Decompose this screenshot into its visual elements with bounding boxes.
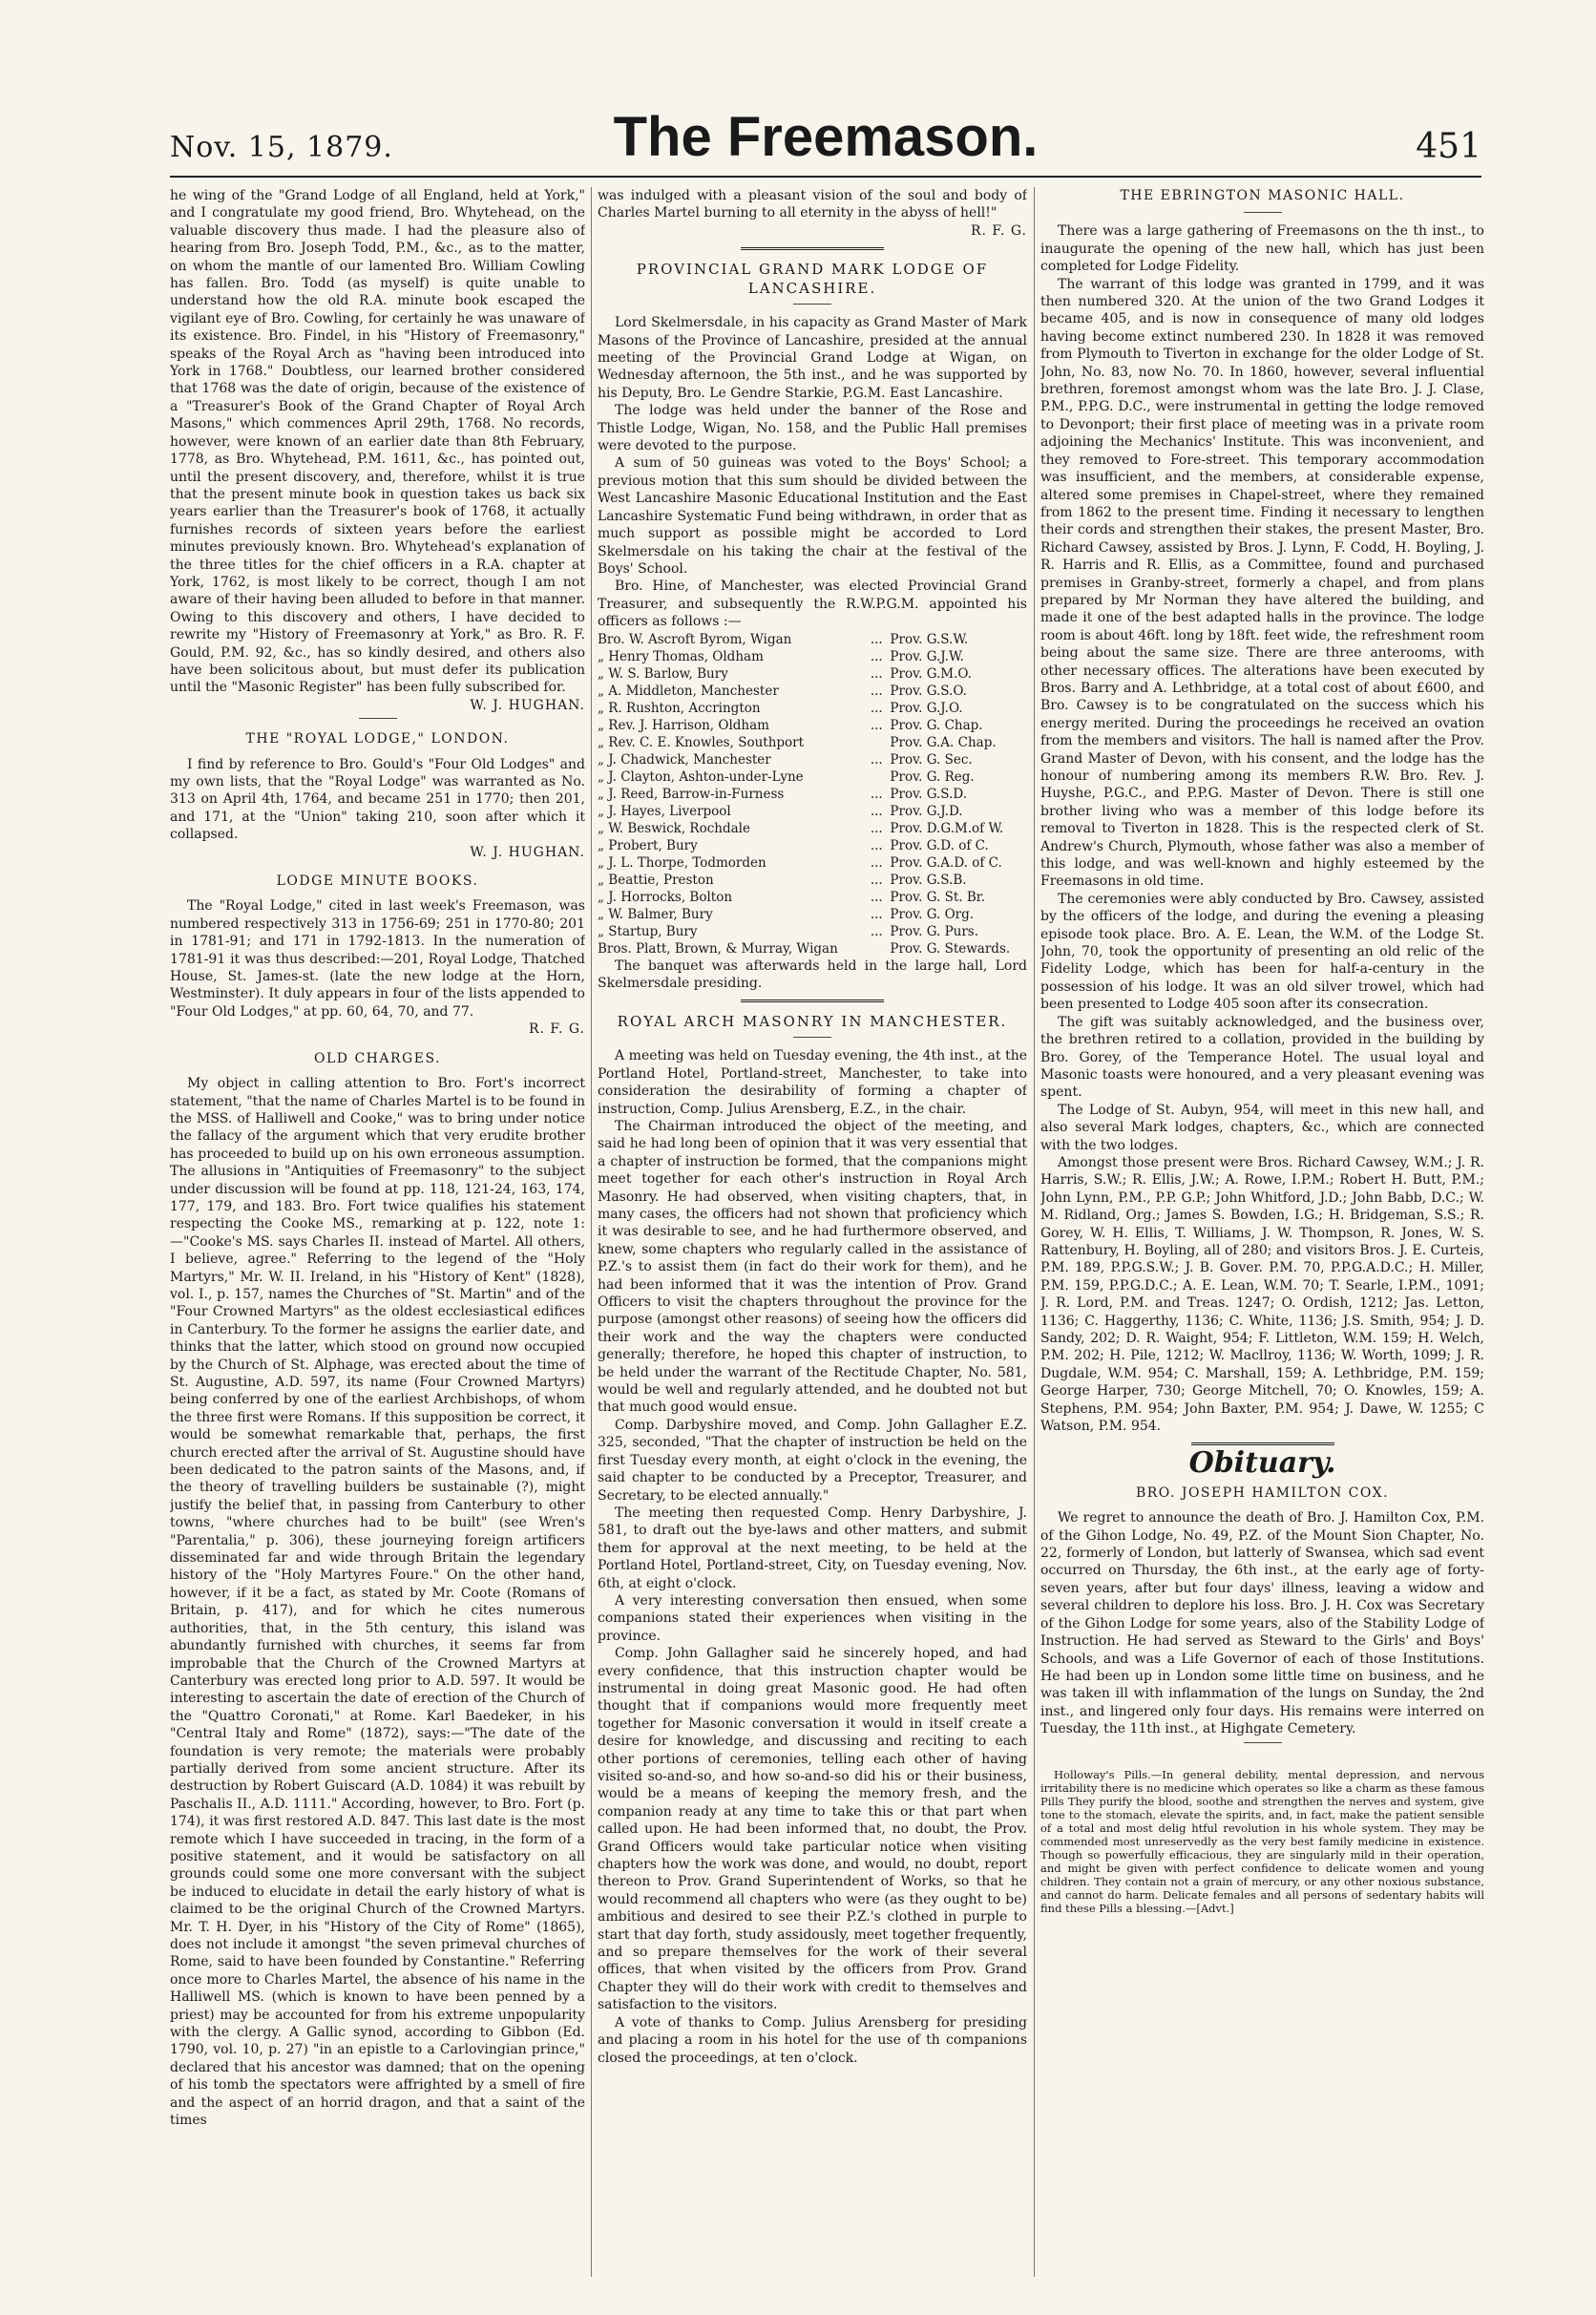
officer-dots: ... bbox=[870, 803, 883, 819]
officer-name: „ J. Horrocks, Bolton bbox=[598, 889, 733, 905]
article-paragraph: Comp. Darbyshire moved, and Comp. John Gallagher E.Z. 325, seconded, "That the chapter of instruction be held on the first Tuesday every month, at eight o'clock in the evening, the said chapter to be conducted by a Preceptor, Treasurer, and Secretary, to be elected annually." bbox=[598, 1417, 1027, 1504]
article-paragraph: The lodge was held under the banner of the Rose and Thistle Lodge, Wigan, No. 158, and the Public Hall premises were devoted to the purpose. bbox=[598, 403, 1027, 454]
article-paragraph: The "Royal Lodge," cited in last week's Freemason, was numbered respectively 313 in 1756-69; 251 in 1770-80; 201 in 1781-91; and 171 in 1792-1813. In the numeration of 1781-91 it was thus described:—201, Royal Lodge, Thatched House, St. James-st. (late the new lodge at the Horn, Westminster). It duly appears in four of the lists appended to "Four Old Lodges," at pp. 60, 64, 70, and 77. bbox=[170, 898, 585, 1020]
officer-dots: ... bbox=[870, 631, 883, 647]
officer-dots: ... bbox=[870, 683, 883, 699]
separator-rule bbox=[359, 718, 397, 719]
signature: R. F. G. bbox=[970, 222, 1027, 239]
officer-row bbox=[598, 648, 1027, 665]
officer-name: „ J. Chadwick, Manchester bbox=[598, 751, 771, 768]
article-heading: BRO. JOSEPH HAMILTON COX. bbox=[1135, 1484, 1390, 1501]
column-divider bbox=[1034, 187, 1035, 2277]
article-heading: THE EBRINGTON MASONIC HALL. bbox=[1120, 188, 1405, 203]
officer-office: Prov. G. Org. bbox=[890, 906, 975, 922]
officer-name: „ Probert, Bury bbox=[598, 837, 698, 853]
officer-row bbox=[598, 631, 1027, 648]
article-paragraph: A very interesting conversation then ensued, when some companions stated their experiences when visiting in the province. bbox=[598, 1592, 1027, 1644]
officer-office: Prov. G.S.D. bbox=[890, 786, 967, 802]
officer-dots: ... bbox=[870, 751, 883, 768]
officer-name: „ A. Middleton, Manchester bbox=[598, 683, 779, 699]
article-paragraph: The banquet was afterwards held in the large hall, Lord Skelmersdale presiding. bbox=[598, 958, 1027, 991]
officer-dots bbox=[871, 734, 885, 751]
officer-row bbox=[598, 683, 1027, 700]
officer-dots: ... bbox=[870, 889, 883, 905]
officer-name: „ J. Reed, Barrow-in-Furness bbox=[598, 786, 785, 802]
masthead bbox=[170, 107, 1481, 174]
officer-office: Prov. G. Reg. bbox=[890, 768, 975, 785]
article-paragraph: Comp. John Gallagher said he sincerely hoped, and had every confidence, that this instruction chapter would be instrumental in doing great Masonic good. He had often thought that if companions would more frequently meet together for Masonic conversation it would in itself create a desire for knowledge, and discussing and reciting to each other portions of ceremonies, telling each other of having visited so-and-so, and how so-and-so did his or their business, would be a means of keeping the memory fresh, and the companion ready at any time to take this or that part when called upon. He had been informed that, no doubt, the Prov. Grand Officers would take particular notice when visiting chapters how the work was done, and would, no doubt, report thereon to Prov. Grand Superintendent of Works, so that he would recommend all chapters who were (as they ought to be) ambitious and desired to see their P.Z.'s clothed in purple to start that day forth, study assidously, meet together frequently, and so prepare themselves for the work of their several offices, that when visited by the officers from Prov. Grand Chapter they will do their work with credit to themselves and satisfaction to the visitors. bbox=[598, 1646, 1027, 2013]
officer-dots: ... bbox=[870, 700, 883, 716]
article-paragraph: The ceremonies were ably conducted by Bro. Cawsey, assisted by the officers of the lodge, and during the evening a pleasing episode took place. Bro. A. E. Lean, the W.M. of the Lodge St. John, 70, took the opportunity of presenting an old relic of the Fidelity Lodge, which has been for half-a-century in the possession of his lodge. It was an old silver trowel, which had been presented to Lodge 405 soon after its consecration. bbox=[1040, 891, 1484, 1013]
officer-row bbox=[598, 923, 1027, 940]
page-number: 451 bbox=[1416, 127, 1481, 166]
officer-row bbox=[598, 889, 1027, 906]
column-3 bbox=[1040, 187, 1484, 2277]
article-paragraph: Bro. Hine, of Manchester, was elected Provincial Grand Treasurer, and subsequently the R.W.P.G.M. appointed his officers as follows :— bbox=[598, 579, 1027, 630]
officer-office: Prov. G. St. Br. bbox=[890, 889, 986, 905]
column-1 bbox=[170, 187, 585, 2277]
officer-name: „ Beattie, Preston bbox=[598, 872, 714, 888]
officer-row bbox=[598, 837, 1027, 854]
officer-row bbox=[598, 734, 1027, 751]
article-paragraph: A vote of thanks to Comp. Julius Arensberg for presiding and placing a room in his hotel for the use of th companions closed the proceedings, at ten o'clock. bbox=[598, 2014, 1027, 2066]
officer-name: Bro. W. Ascroft Byrom, Wigan bbox=[598, 631, 792, 647]
officer-name: „ W. S. Barlow, Bury bbox=[598, 665, 728, 682]
article-paragraph: The gift was suitably acknowledged, and the business over, the brethren retired to a collation, provided in the building by Bro. Gorey, of the Temperance Hotel. The usual loyal and Masonic toasts were honoured, and a very pleasant evening was spent. bbox=[1040, 1014, 1484, 1101]
article-paragraph: The Lodge of St. Aubyn, 954, will meet in this new hall, and also several Mark lodges, chapters, &c., which are connected with the two lodges. bbox=[1040, 1102, 1484, 1153]
separator-rule bbox=[1244, 1742, 1282, 1743]
article-paragraph: My object in calling attention to Bro. Fort's incorrect statement, "that the name of Charles Martel is to be found in the MSS. of Halliwell and Cooke," was to bring under notice the fallacy of the argument which that very erudite brother has proceeded to build up on his own erroneous assumption. The allusions in "Antiquities of Freemasonry" to the subject under discussion will be found at pp. 118, 121-24, 163, 174, 177, 179, and 183. Bro. Fort twice qualifies his statement respecting the Cooke MS., remarking at p. 122, note 1:—"Cooke's MS. says Charles II. instead of Martel. All others, I believe, agree." Referring to the legend of the "Holy Martyrs," Mr. W. II. Ireland, in his "History of Kent" (1828), vol. I., p. 157, names the Churches of "St. Martin" and of the "Four Crowned Martyrs" as the oldest ecclesiastical edifices in Canterbury. To the former he assigns the earlier date, and thinks that the latter, which stood on ground now occupied by the Church of St. Alphage, was erected about the time of St. Augustine, A.D. 597, its name (Four Crowned Martyrs) being conferred by one of the earliest Archbishops, of whom the three first were Romans. If this supposition be correct, it would be somewhat remarkable that, perhaps, the first church erected after the arrival of St. Augustine should have been dedicated to the patron saints of the Masons, and, if the theory of travelling builders be sustainable (?), might justify the belief that, in passing from Canterbury to other towns, "where churches had to be built" (see Wren's "Parentalia," p. 306), these journeying foreign artificers disseminated far and wide through Britain the legendary history of the "Holy Martyres Foure." On the other hand, however, if it be a fact, as stated by Mr. Coote (Romans of Britain, p. 417), and for which he cites numerous authorities, that, in the 5th century, this island was abundantly furnished with churches, it seems far from improbable that the Church of the Crowned Martyrs at Canterbury was erected long prior to A.D. 597. It would be interesting to ascertain the date of erection of the Church of the "Quattro Coronati," at Rome. Karl Baedeker, in his "Central Italy and Rome" (1872), says:—"The date of the foundation is very remote; the materials were probably partially derived from some ancient structure. After its destruction by Robert Guiscard (A.D. 1084) it was rebuilt by Paschalis II., A.D. 1111." According, however, to Bro. Fort (p. 174), it was first restored A.D. 847. This last date is the most remote which I have succeeded in tracing, in the form of a positive statement, and it would be satisfactory on all grounds could some one more conversant with the subject be induced to elucidate in detail the early history of what is claimed to be the original Church of the Crowned Martyrs. Mr. T. H. Dyer, in his "History of the City of Rome" (1865), does not include it amongst "the seven primeval churches of Rome, said to have been founded by Constantine." Referring once more to Charles Martel, the absence of his name in the Halliwell MS. (which is known to have been penned by a priest) may be accounted for from his extreme unpopularity with the clergy. A Gallic synod, according to Gibbon (Ed. 1790, vol. 10, p. 27) "in an epistle to a Carlovingian prince," declared that his ancestor was damned; that on the opening of his tomb the spectators were affrighted by a smell of fire and the aspect of an horrid dragon, and that a saint of the times bbox=[170, 1076, 585, 2129]
article-heading: PROVINCIAL GRAND MARK LODGE OF LANCASHIRE. bbox=[636, 261, 989, 298]
officer-row bbox=[598, 872, 1027, 889]
separator-rule bbox=[1244, 212, 1282, 213]
section-rule bbox=[1191, 1442, 1334, 1445]
officer-dots: ... bbox=[870, 665, 883, 682]
officer-dots: ... bbox=[870, 648, 883, 664]
article-heading: ROYAL ARCH MASONRY IN MANCHESTER. bbox=[617, 1013, 1008, 1031]
officer-dots: ... bbox=[870, 837, 883, 853]
column-divider bbox=[591, 187, 592, 2277]
officer-dots: ... bbox=[870, 854, 883, 871]
separator-rule bbox=[793, 304, 831, 305]
officer-row bbox=[598, 854, 1027, 872]
article-paragraph: Lord Skelmersdale, in his capacity as Grand Master of Mark Masons of the Province of Lancashire, presided at the annual meeting of the Provincial Grand Lodge at Wigan, on Wednesday afternoon, the 5th inst., and he was supported by his Deputy, Bro. Le Gendre Starkie, P.G.M. East Lancashire. bbox=[598, 315, 1027, 401]
officer-name: „ J. Hayes, Liverpool bbox=[598, 803, 731, 819]
issue-date: Nov. 15, 1879. bbox=[170, 131, 393, 164]
officer-name: „ R. Rushton, Accrington bbox=[598, 700, 761, 716]
officer-office: Prov. G. Stewards. bbox=[890, 940, 1011, 957]
article-heading: OLD CHARGES. bbox=[314, 1050, 441, 1066]
signature: R. F. G. bbox=[528, 1021, 585, 1038]
officer-name: „ J. L. Thorpe, Todmorden bbox=[598, 854, 766, 871]
article-paragraph: was indulged with a pleasant vision of the soul and body of Charles Martel burning to all eternity in the abyss of hell!" bbox=[598, 188, 1027, 221]
officer-office: Prov. G.M.O. bbox=[890, 665, 972, 682]
article-paragraph: The Chairman introduced the object of the meeting, and said he had long been of opinion that it was very essential that a chapter of instruction be formed, that the companions might meet together for each other's instruction in Royal Arch Masonry. He had observed, when visiting chapters, that, in many cases, the officers had not shown that proficiency which it was desirable to see, and he had furthermore observed, and knew, some chapters who regularly called in the assistance of P.Z.'s to assist them (in fact do their work for them), and he had been informed that it was the intention of Prov. Grand Officers to visit the chapters throughout the province for the purpose (amongst other reasons) of seeing how the officers did their work and the way the chapters were conducted generally; therefore, he hoped this chapter of instruction, to be held under the warrant of the Rectitude Chapter, No. 581, would be well and regularly attended, and he doubted not but that much good would ensue. bbox=[598, 1118, 1027, 1416]
column-2 bbox=[598, 187, 1027, 2277]
officer-dots bbox=[871, 768, 885, 786]
officer-dots: ... bbox=[870, 923, 883, 939]
officer-office: Prov. G.A.D. of C. bbox=[890, 854, 1002, 871]
officer-name: Bros. Platt, Brown, & Murray, Wigan bbox=[598, 940, 838, 957]
officer-dots: ... bbox=[870, 717, 883, 733]
officer-dots: ... bbox=[870, 786, 883, 802]
officer-office: Prov. G. Sec. bbox=[890, 751, 973, 768]
officer-dots: ... bbox=[870, 820, 883, 836]
article-paragraph: The warrant of this lodge was granted in 1799, and it was then numbered 320. At the union of the two Grand Lodges it became 405, and is now in consequence of many old lodges having become extinct numbered 230. In 1828 it was removed from Plymouth to Tiverton in exchange for the older Lodge of St. John, No. 83, now No. 70. In 1860, however, several influential brethren, foremost amongst whom was the late Bro. J. J. Clase, P.M., P.P.G. D.C., were instrumental in getting the lodge removed to Devonport; their first place of meeting was in a private room adjoining the Mechanics' Institute. This was inconvenient, and they removed to Fore-street. This temporary accommodation was insufficient, and the members, at considerable expense, altered some premises in Chapel-street, where they remained from 1862 to the present time. Finding it necessary to lengthen their cords and strengthen their stakes, the present Master, Bro. Richard Cawsey, assisted by Bros. J. Lynn, F. Codd, H. Boyling, J. R. Harris and R. Ellis, as a Committee, found and purchased premises in Granby-street, formerly a chapel, and from plans prepared by Mr Norman they have altered the building, and made it one of the best adapted halls in the province. The lodge room is about 46ft. long by 18ft. feet wide, the refreshment room being about the same size. There are three anterooms, with other necessary offices. The alterations have been executed by Bros. Barry and A. Lethbridge, at a total cost of about £600, and Bro. Cawsey is to be congratulated on the success which his energy merited. During the proceedings he received an ovation from the members and visitors. The hall is named after the Prov. Grand Master of Devon, with his consent, and the lodge has the honour of numbering among its members R.W. Bro. Rev. J. Huyshe, P.G.C., and P.P.G. Master of Devon. There is still one brother living who was a member of this lodge before its removal to Tiverton in 1828. This is the respected clerk of St. Andrew's Church, Plymouth, whose father was also a member of this lodge, and was well-known and highly esteemed by the Freemasons in old time. bbox=[1040, 276, 1484, 890]
article-paragraph: A meeting was held on Tuesday evening, the 4th inst., at the Portland Hotel, Portland-street, Manchester, to take into consideration the desirability of forming a chapter of instruction, Comp. Julius Arensberg, E.Z., in the chair. bbox=[598, 1048, 1027, 1117]
officers-table bbox=[598, 631, 1027, 958]
newspaper-title: The Freemason. bbox=[613, 106, 1039, 168]
officer-row bbox=[598, 768, 1027, 786]
officer-office: Prov. D.G.M.of W. bbox=[890, 820, 1004, 836]
signature: W. J. HUGHAN. bbox=[470, 844, 585, 860]
officer-row bbox=[598, 820, 1027, 837]
officer-row bbox=[598, 665, 1027, 683]
officer-office: Prov. G.S.W. bbox=[890, 631, 969, 647]
article-paragraph: he wing of the "Grand Lodge of all England, held at York," and I congratulate my good friend, Bro. Whytehead, on the valuable discovery thus made. I had the pleasure also of hearing from Bro. Joseph Todd, P.M., &c., as to the matter, on whom the mantle of our lamented Bro. William Cowling has fallen. Bro. Todd (as myself) is quite unable to understand how the old R.A. minute book escaped the vigilant eye of Bro. Cowling, for certainly he was unaware of its existence. Bro. Findel, in his "History of Freemasonry," speaks of the Royal Arch as "having been introduced into York in 1768." Doubtless, our learned brother considered that 1768 was the date of origin, because of the existence of a "Treasurer's Book of the Grand Chapter of Royal Arch Masons," which commences April 29th, 1768. No records, however, were known of an earlier date than 8th February, 1778, as Bro. Whytehead, P.M. 1611, &c., has pointed out, until the present discovery, and, therefore, whilst it is true that the present minute book in question takes us back six years earlier than the Treasurer's book of 1768, it actually furnishes records of sixteen years before the earliest minutes previously known. Bro. Whytehead's explanation of the three titles for the chief officers in a R.A. chapter at York, 1762, is most likely to be correct, though I am not aware of their having been alluded to before in that manner. Owing to this discovery and others, I have decided to rewrite my "History of Freemasonry at York," as Bro. R. F. Gould, P.M. 92, &c., has so kindly desired, and others also have been solicitous about, but must defer its publication until the "Masonic Register" has been fully subscribed for. bbox=[170, 188, 585, 696]
officer-office: Prov. G. Chap. bbox=[890, 717, 983, 733]
officer-office: Prov. G.J.D. bbox=[890, 803, 963, 819]
officer-row bbox=[598, 786, 1027, 803]
article-paragraph: There was a large gathering of Freemasons on the th inst., to inaugurate the opening of the new hall, which has just been completed for Lodge Fidelity. bbox=[1040, 223, 1484, 275]
article-paragraph: A sum of 50 guineas was voted to the Boys' School; a previous motion that this sum should be divided between the West Lancashire Masonic Educational Institution and the East Lancashire Systematic Fund being withdrawn, in order that as much support as possible might be accorded to Lord Skelmersdale on his taking the chair at the festival of the Boys' School. bbox=[598, 455, 1027, 577]
section-rule bbox=[741, 247, 884, 250]
signature: W. J. HUGHAN. bbox=[470, 697, 585, 713]
article-paragraph: Amongst those present were Bros. Richard Cawsey, W.M.; J. R. Harris, S.W.; R. Ellis, J.W.; A. Rowe, I.P.M.; Robert H. Butt, P.M.; John Lynn, P.M., P.P. G.P.; John Whitford, J.D.; John Babb, D.C.; W. M. Ridland, Org.; James S. Bowden, I.G.; H. Bridgeman, S.S.; R. Gorey, W. H. Ellis, T. Williams, J. W. Thompson, R. Jones, W. S. Rattenbury, H. Boyling, all of 280; and visitors Bros. J. E. Curteis, P.M. 189, P.P.G.S.W.; J. B. Gover. P.M. 70, P.P.G.A.D.C.; H. Miller, P.M. 159, P.P.G.D.C.; A. E. Lean, W.M. 70; T. Searle, I.P.M., 1091; J. R. Lord, P.M. and Treas. 1247; O. Ordish, 1212; Jas. Letton, 1136; C. Haggerthy, 1136; C. White, 1136; J.S. Smith, 954; J. D. Sandy, 202; D. R. Waight, 954; F. Littleton, W.M. 159; H. Welch, P.M. 202; H. Pile, 1212; W. Macllroy, 1136; W. Worth, 1099; J. R. Dugdale, W.M. 954; C. Marshall, 159; A. Lethbridge, P.M. 159; George Harper, 730; George Mitchell, 70; O. Knowles, 159; A. Stephens, P.M. 954; John Baxter, P.M. 954; J. Dawe, W. 1255; C Watson, P.M. 954. bbox=[1040, 1154, 1484, 1435]
officer-name: „ Startup, Bury bbox=[598, 923, 698, 939]
masthead-rule bbox=[170, 176, 1481, 178]
officer-row bbox=[598, 803, 1027, 820]
officer-name: „ W. Beswick, Rochdale bbox=[598, 820, 750, 836]
officer-office: Prov. G.A. Chap. bbox=[890, 734, 997, 750]
officer-dots: ... bbox=[870, 872, 883, 888]
article-paragraph: We regret to announce the death of Bro. J. Hamilton Cox, P.M. of the Gihon Lodge, No. 49, P.Z. of the Mount Sion Chapter, No. 22, formerly of London, but latterly of Swansea, which sad event occurred on Thursday, the 6th inst., at the early age of forty-seven years, after but four days' illness, leaving a widow and several children to deplore his loss. Bro. J. H. Cox was Secretary of the Gihon Lodge for some years, also of the Stability Lodge of Instruction. He had served as Steward to the Girls' and Boys' Schools, and was a Life Governor of each of those Institutions. He had been up in London some little time on business, and he was taken ill with inflammation of the lungs on Sunday, the 2nd inst., and lingered only four days. His remains were interred on Tuesday, the 11th inst., at Highgate Cemetery. bbox=[1040, 1510, 1484, 1737]
officer-office: Prov. G.D. of C. bbox=[890, 837, 989, 853]
officer-row bbox=[598, 906, 1027, 923]
officer-name: „ Rev. J. Harrison, Oldham bbox=[598, 717, 769, 733]
article-paragraph: I find by reference to Bro. Gould's "Four Old Lodges" and my own lists, that the "Royal Lodge" was warranted as No. 313 on April 4th, 1764, and became 251 in 1770; then 201, and 171, at the "Union" taking 210, soon after which it collapsed. bbox=[170, 756, 585, 843]
officer-office: Prov. G.S.O. bbox=[890, 683, 967, 699]
officer-office: Prov. G.J.W. bbox=[890, 648, 964, 664]
officer-office: Prov. G.J.O. bbox=[890, 700, 963, 716]
officer-name: „ W. Balmer, Bury bbox=[598, 906, 713, 922]
officer-row bbox=[598, 717, 1027, 734]
obituary-title: Obituary. bbox=[1188, 1446, 1336, 1481]
article-heading: LODGE MINUTE BOOKS. bbox=[276, 873, 479, 890]
officer-name: „ Rev. C. E. Knowles, Southport bbox=[598, 734, 805, 750]
officer-name: „ J. Clayton, Ashton-under-Lyne bbox=[598, 768, 804, 785]
officer-row bbox=[598, 940, 1027, 958]
officer-office: Prov. G.S.B. bbox=[890, 872, 967, 888]
officer-dots: ... bbox=[870, 906, 883, 922]
advertisement: Holloway's Pills.—In general debility, mental depression, and nervous irritability there is no medicine which operates so like a charm as these famous Pills They purify the blood, soothe and strengthen the nerves and system, give tone to the stomach, elevate the spirits, and, in fact, make the patient sensible of a total and most delig htful revolution in his whole system. They may be commended most unreservedly as the very best family medicine in existence. Though so powerfully efficacious, they are singularly mild in their operation, and might be given with perfect confidence to delicate women and young children. They contain not a grain of mercury, or any other noxious substance, and cannot do harm. Delicate females and all persons of sedentary habits will find these Pills a blessing.—[Advt.] bbox=[1040, 1767, 1484, 1915]
officer-dots bbox=[871, 940, 885, 958]
officer-row bbox=[598, 700, 1027, 717]
officer-name: „ Henry Thomas, Oldham bbox=[598, 648, 764, 664]
officer-office: Prov. G. Purs. bbox=[890, 923, 979, 939]
officer-row bbox=[598, 751, 1027, 768]
separator-rule bbox=[793, 1037, 831, 1038]
section-rule bbox=[741, 1000, 884, 1002]
article-heading: THE "ROYAL LODGE," LONDON. bbox=[245, 731, 510, 747]
article-paragraph: The meeting then requested Comp. Henry Darbyshire, J. 581, to draft out the bye-laws and other matters, and submit them for approval at the next meeting, to be held at the Portland Hotel, Portland-street, City, on Tuesday evening, Nov. 6th, at eight o'clock. bbox=[598, 1505, 1027, 1591]
